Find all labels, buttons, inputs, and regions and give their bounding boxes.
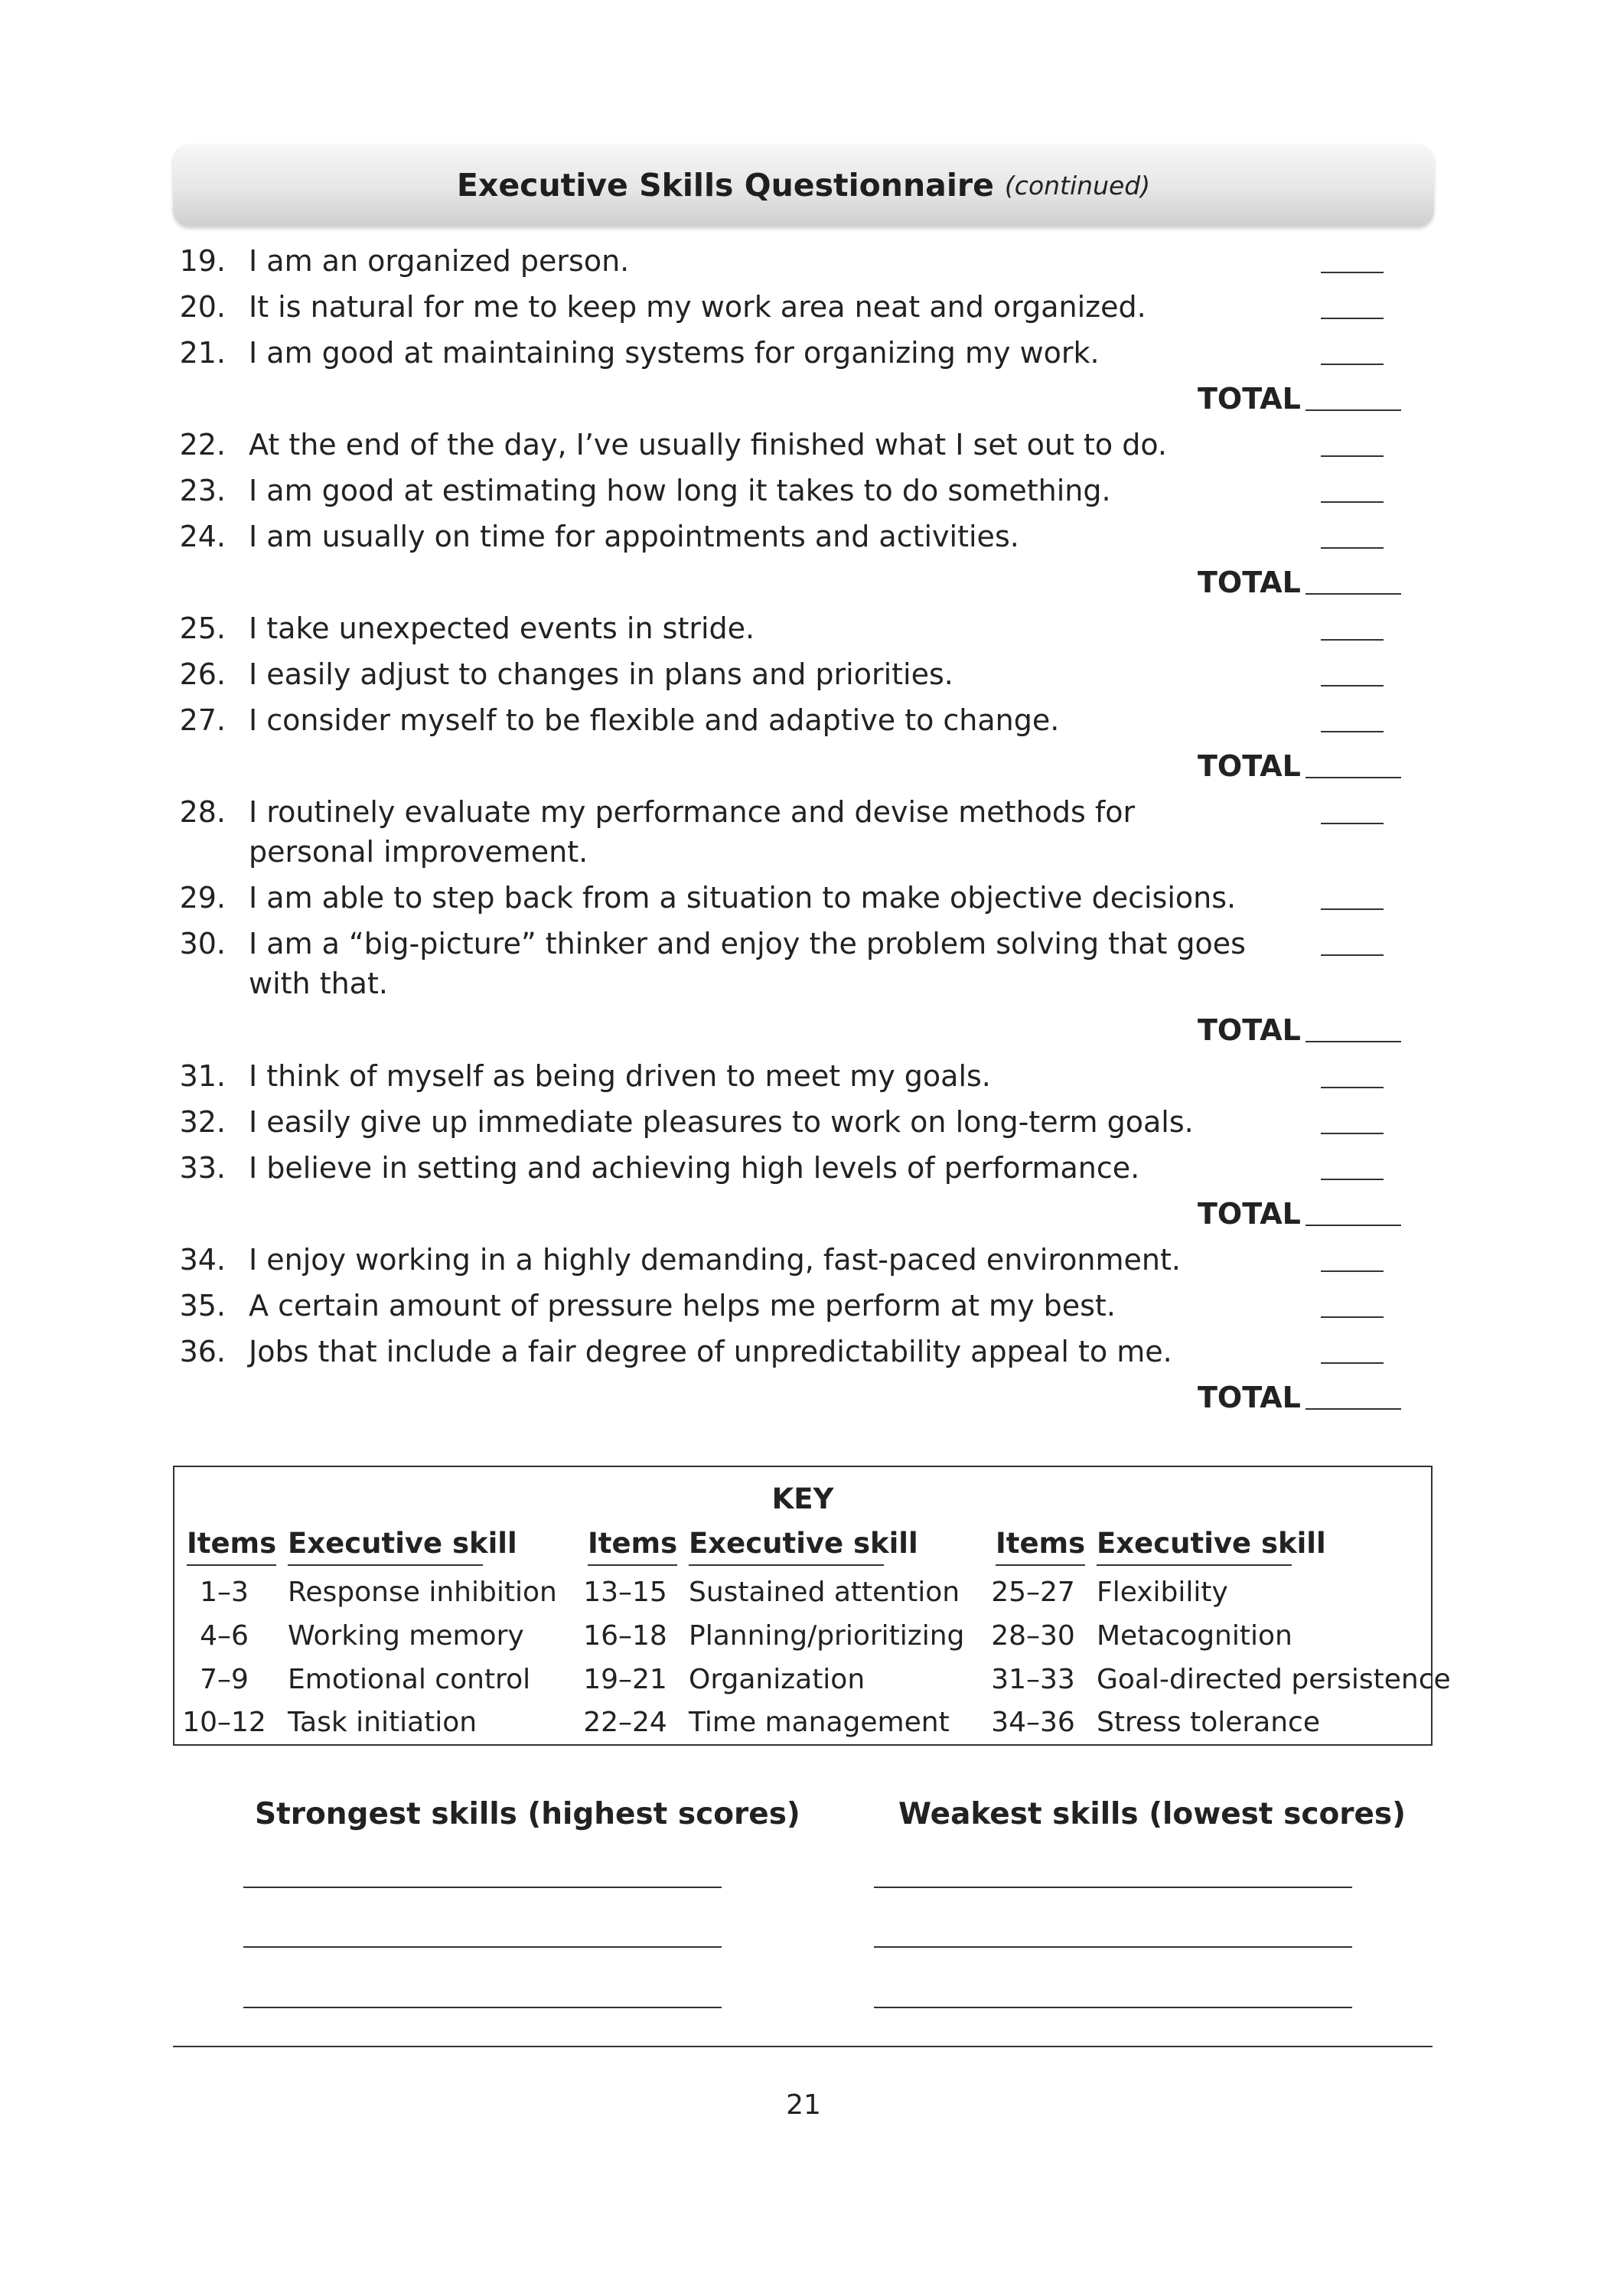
question-number: 28. xyxy=(179,795,226,829)
key-skill: Response inhibition xyxy=(288,1577,557,1608)
key-item-range: 4–6 xyxy=(200,1620,249,1652)
key-item-range: 22–24 xyxy=(583,1707,667,1738)
answer-blank[interactable] xyxy=(1321,908,1384,910)
question-number: 36. xyxy=(179,1335,226,1368)
answer-blank[interactable] xyxy=(1321,318,1384,319)
key-item-range: 28–30 xyxy=(991,1620,1075,1652)
key-skill: Metacognition xyxy=(1097,1620,1292,1652)
total-blank[interactable] xyxy=(1305,1408,1401,1410)
question-text: I am able to step back from a situation to make objective decisions. xyxy=(249,881,1237,915)
key-item-range: 7–9 xyxy=(200,1664,249,1695)
key-item-range: 34–36 xyxy=(991,1707,1075,1738)
answer-blank[interactable] xyxy=(1321,1179,1384,1180)
key-skill-header: Executive skill xyxy=(689,1527,884,1566)
weakest-skills-heading: Weakest skills (lowest scores) xyxy=(898,1797,1406,1831)
question-text: I think of myself as being driven to meet my goals. xyxy=(249,1059,991,1093)
question-number: 29. xyxy=(179,881,226,915)
key-skill: Flexibility xyxy=(1097,1577,1228,1608)
answer-blank[interactable] xyxy=(1321,272,1384,273)
strongest-skills-heading: Strongest skills (highest scores) xyxy=(255,1797,800,1831)
total-blank[interactable] xyxy=(1305,409,1401,411)
key-skill: Stress tolerance xyxy=(1097,1707,1320,1738)
strongest-skill-line[interactable] xyxy=(243,1946,722,1948)
total-label: TOTAL xyxy=(1198,1013,1301,1047)
weakest-skill-line[interactable] xyxy=(874,1887,1352,1888)
question-number: 35. xyxy=(179,1289,226,1322)
question-number: 27. xyxy=(179,703,226,737)
answer-blank[interactable] xyxy=(1321,1270,1384,1272)
question-number: 24. xyxy=(179,520,226,553)
question-text: I take unexpected events in stride. xyxy=(249,612,755,645)
question-number: 25. xyxy=(179,612,226,645)
weakest-skill-line[interactable] xyxy=(874,2007,1352,2008)
question-number: 33. xyxy=(179,1151,226,1185)
question-number: 31. xyxy=(179,1059,226,1093)
answer-blank[interactable] xyxy=(1321,364,1384,365)
key-skill: Time management xyxy=(689,1707,950,1738)
question-text: I consider myself to be flexible and adaptive to change. xyxy=(249,703,1060,737)
question-number: 34. xyxy=(179,1243,226,1277)
question-number: 32. xyxy=(179,1105,226,1139)
weakest-skill-line[interactable] xyxy=(874,1946,1352,1948)
key-item-range: 16–18 xyxy=(583,1620,667,1652)
key-skill: Emotional control xyxy=(288,1664,531,1695)
question-text: I am a “big-picture” thinker and enjoy the problem solving that goes with that. xyxy=(249,927,1246,1000)
header-title: Executive Skills Questionnaire xyxy=(456,167,994,204)
answer-blank[interactable] xyxy=(1321,1087,1384,1088)
answer-blank[interactable] xyxy=(1321,1316,1384,1318)
key-items-header: Items xyxy=(187,1527,276,1566)
key-items-header: Items xyxy=(996,1527,1085,1566)
question-number: 23. xyxy=(179,474,226,507)
key-items-header: Items xyxy=(588,1527,677,1566)
question-text: A certain amount of pressure helps me perform at my best. xyxy=(249,1289,1116,1322)
answer-blank[interactable] xyxy=(1321,954,1384,956)
total-label: TOTAL xyxy=(1198,1197,1301,1231)
answer-blank[interactable] xyxy=(1321,547,1384,549)
question-number: 19. xyxy=(179,244,226,278)
answer-blank[interactable] xyxy=(1321,1133,1384,1134)
total-blank[interactable] xyxy=(1305,1225,1401,1226)
answer-blank[interactable] xyxy=(1321,455,1384,457)
answer-blank[interactable] xyxy=(1321,501,1384,503)
key-item-range: 1–3 xyxy=(200,1577,249,1608)
key-title: KEY xyxy=(771,1482,834,1515)
page-number: 21 xyxy=(786,2089,821,2121)
answer-blank[interactable] xyxy=(1321,823,1384,824)
total-label: TOTAL xyxy=(1198,749,1301,783)
key-skill: Planning/prioritizing xyxy=(689,1620,965,1652)
answer-blank[interactable] xyxy=(1321,731,1384,732)
key-skill: Sustained attention xyxy=(689,1577,960,1608)
total-label: TOTAL xyxy=(1198,566,1301,599)
question-number: 20. xyxy=(179,290,226,324)
question-number: 26. xyxy=(179,657,226,691)
key-item-range: 13–15 xyxy=(583,1577,667,1608)
strongest-skill-line[interactable] xyxy=(243,1887,722,1888)
footer-divider xyxy=(173,2046,1433,2047)
question-text: At the end of the day, I’ve usually finished what I set out to do. xyxy=(249,428,1168,461)
key-item-range: 19–21 xyxy=(583,1664,667,1695)
section-header xyxy=(173,144,1434,227)
key-skill-header: Executive skill xyxy=(288,1527,483,1566)
question-text: I am an organized person. xyxy=(249,244,630,278)
key-skill-header: Executive skill xyxy=(1097,1527,1292,1566)
question-text: It is natural for me to keep my work area neat and organized. xyxy=(249,290,1146,324)
question-number: 22. xyxy=(179,428,226,461)
strongest-skill-line[interactable] xyxy=(243,2007,722,2008)
question-text: Jobs that include a fair degree of unpredictability appeal to me. xyxy=(249,1335,1172,1368)
answer-blank[interactable] xyxy=(1321,1362,1384,1364)
question-text: I enjoy working in a highly demanding, fast-paced environment. xyxy=(249,1243,1181,1277)
question-text: I easily give up immediate pleasures to work on long-term goals. xyxy=(249,1105,1194,1139)
question-text: I believe in setting and achieving high levels of performance. xyxy=(249,1151,1140,1185)
key-skill: Organization xyxy=(689,1664,865,1695)
total-blank[interactable] xyxy=(1305,777,1401,778)
total-label: TOTAL xyxy=(1198,1381,1301,1414)
key-skill: Task initiation xyxy=(288,1707,478,1738)
total-blank[interactable] xyxy=(1305,1041,1401,1042)
total-label: TOTAL xyxy=(1198,382,1301,416)
question-text: I routinely evaluate my performance and devise methods for personal improvement. xyxy=(249,795,1136,869)
key-table xyxy=(173,1466,1451,1746)
question-number: 30. xyxy=(179,927,226,960)
key-item-range: 10–12 xyxy=(182,1707,266,1738)
answer-blank[interactable] xyxy=(1321,639,1384,641)
question-text: I am good at maintaining systems for organizing my work. xyxy=(249,336,1100,370)
answer-blank[interactable] xyxy=(1321,685,1384,687)
key-item-range: 25–27 xyxy=(991,1577,1075,1608)
key-skill: Working memory xyxy=(288,1620,524,1652)
key-item-range: 31–33 xyxy=(991,1664,1075,1695)
key-skill: Goal-directed persistence xyxy=(1097,1664,1451,1695)
question-number: 21. xyxy=(179,336,226,370)
question-text: I am usually on time for appointments and activities. xyxy=(249,520,1019,553)
question-text: I am good at estimating how long it takes to do something. xyxy=(249,474,1111,507)
header-continued: (continued) xyxy=(1004,170,1151,201)
total-blank[interactable] xyxy=(1305,593,1401,595)
question-text: I easily adjust to changes in plans and priorities. xyxy=(249,657,953,691)
